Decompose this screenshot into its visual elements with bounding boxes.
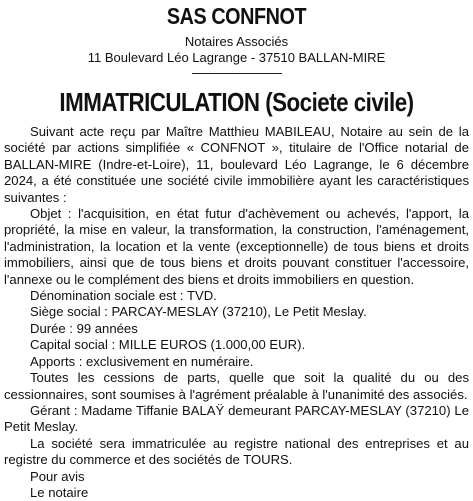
closing-line: Pour avis <box>30 468 85 484</box>
paragraph-capital: Capital social : MILLE EUROS (1.000,00 EUR). <box>30 337 306 353</box>
paragraph-manager: Gérant : Madame Tiffanie BALAŸ demeurant PARCAY-MESLAY (37210) Le Petit Meslay. <box>4 402 469 435</box>
paragraph-purpose: Objet : l'acquisition, en état futur d'achèvement ou achevés, l'apport, la propriété, la mise en valeur, la transformation, la construction, l'aménagement, l'administration, la location et la vente (exceptionnelle) de tous biens et droits immobiliers, ainsi que de tous biens et droits pouvant constituer l'accessoire, l'annexe ou le complément des biens et droits immobiliers en question. <box>4 206 469 287</box>
signature-line: Le notaire <box>30 484 89 500</box>
paragraph-deed: Suivant acte reçu par Maître Matthieu MABILEAU, Notaire au sein de la société par actions simplifiée « CONFNOT », titulaire de l'Office notarial de BALLAN-MIRE (Indre-et-Loire), 11, boulevard Léo Lagrange, le 6 décembre 2024, a été constituée une société civile immobilière ayant les caractéristiques suivantes : <box>4 124 469 205</box>
notice-title: IMMATRICULATION (Societe civile) <box>59 87 414 117</box>
divider <box>192 73 282 74</box>
firm-type: Notaires Associés <box>184 34 289 49</box>
paragraph-seat: Siège social : PARCAY-MESLAY (37210), Le Petit Meslay. <box>30 304 367 320</box>
notice-body <box>4 124 469 501</box>
paragraph-name: Dénomination sociale est : TVD. <box>30 288 217 304</box>
paragraph-transfers: Toutes les cessions de parts, quelle que soit la qualité du ou des cessionnaires, sont soumises à l'agrément préalable à l'unanimité des associés. <box>4 370 469 402</box>
firm-address: 11 Boulevard Léo Lagrange - 37510 BALLAN-MIRE <box>87 50 386 65</box>
firm-name: SAS CONFNOT <box>166 3 307 29</box>
notice-header <box>4 0 469 74</box>
paragraph-contributions: Apports : exclusivement en numéraire. <box>30 353 254 369</box>
paragraph-duration: Durée : 99 années <box>30 320 138 336</box>
paragraph-registration: La société sera immatriculée au registre national des entreprises et au registre du commerce et des sociétés de TOURS. <box>4 435 469 468</box>
